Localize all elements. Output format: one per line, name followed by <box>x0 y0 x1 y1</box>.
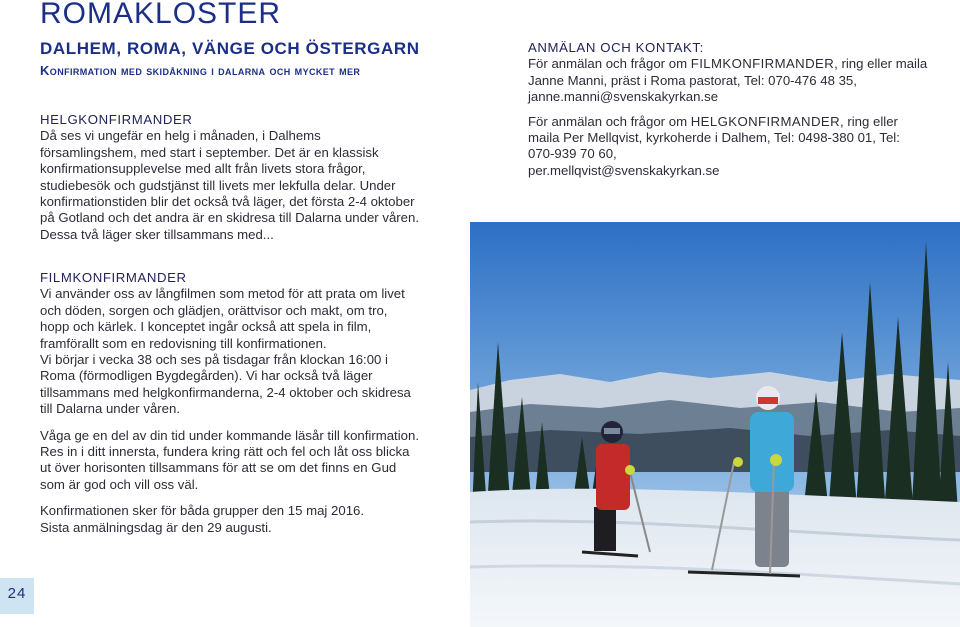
contact-helg-pre: För anmälan och frågor om <box>528 113 691 129</box>
contact-helg-post: , ring eller maila Per Mellqvist, kyrkoherde i Dalhem, Tel: 0498-380 01, Tel: 070-939 70 60, <box>528 113 900 162</box>
confirmation-date: Konfirmationen sker för båda grupper den 15 maj 2016. <box>40 503 365 519</box>
filmkonfirmander-paragraph-1: Vi använder oss av långfilmen som metod för att prata om livet och döden, sorgen och glädjen, orättvisor och makt, om tro, hopp och kärlek. I konceptet ingår också att spela in film, framförallt som en redovisning till konfirmationen. <box>40 286 405 351</box>
page-tagline: Konfirmation med skidåkning i dalarna och mycket mer <box>40 63 361 78</box>
filmkonfirmander-paragraph-3: Våga ge en del av din tid under kommande läsår till konfirmation. Res in i ditt innersta, fundera kring rätt och fel och låt oss blicka ut över horisonten tillsammans för att se om det finns en Gud som är god och vill oss väl. <box>40 427 419 492</box>
contact-helg <box>528 114 928 163</box>
contact-section <box>528 40 928 179</box>
registration-deadline: Sista anmälningsdag är den 29 augusti. <box>40 519 272 535</box>
filmkonfirmander-section <box>40 270 420 536</box>
helgkonfirmander-text: Då ses vi ungefär en helg i månaden, i Dalhems församlingshem, med start i september. Det är en klassisk konfirmationsupplevelse med allt från livets stora frågor, studiebesök och gudstjänst till livets mer lekfulla delar. Under konfirmationstiden blir det också två läger, det första 2-4 oktober på Gotland och det andra är en skidresa till Dalarna under våren. Dessa två läger sker tillsammans med... <box>40 128 419 242</box>
ski-photo <box>470 222 960 627</box>
contact-helg-group: HELGKONFIRMANDER <box>690 113 841 129</box>
contact-film <box>528 56 928 89</box>
page-title: ROMAKLOSTER <box>40 0 282 30</box>
contact-film-email[interactable]: janne.manni@svenskakyrkan.se <box>528 89 719 105</box>
helgkonfirmander-section <box>40 112 420 243</box>
contact-film-post: , ring eller maila Janne Manni, präst i Roma pastorat, Tel: 070-476 48 35, <box>528 56 928 88</box>
contact-heading: ANMÄLAN OCH KONTAKT: <box>528 40 704 55</box>
contact-film-group: FILMKONFIRMANDER <box>690 56 835 72</box>
contact-helg-email[interactable]: per.mellqvist@svenskakyrkan.se <box>528 162 720 178</box>
helgkonfirmander-heading: HELGKONFIRMANDER <box>40 112 193 127</box>
contact-film-pre: För anmälan och frågor om <box>528 56 691 72</box>
filmkonfirmander-heading: FILMKONFIRMANDER <box>40 270 187 285</box>
page-subtitle: DALHEM, ROMA, VÄNGE OCH ÖSTERGARN <box>40 39 420 58</box>
filmkonfirmander-paragraph-2: Vi börjar i vecka 38 och ses på tisdagar från klockan 16:00 i Roma (förmodligen Bygdegården). Vi har också två läger tillsammans med helgkonfirmanderna, 2-4 oktober och skidresa till Dalarna under våren. <box>40 352 411 417</box>
page-number: 24 <box>7 585 27 602</box>
